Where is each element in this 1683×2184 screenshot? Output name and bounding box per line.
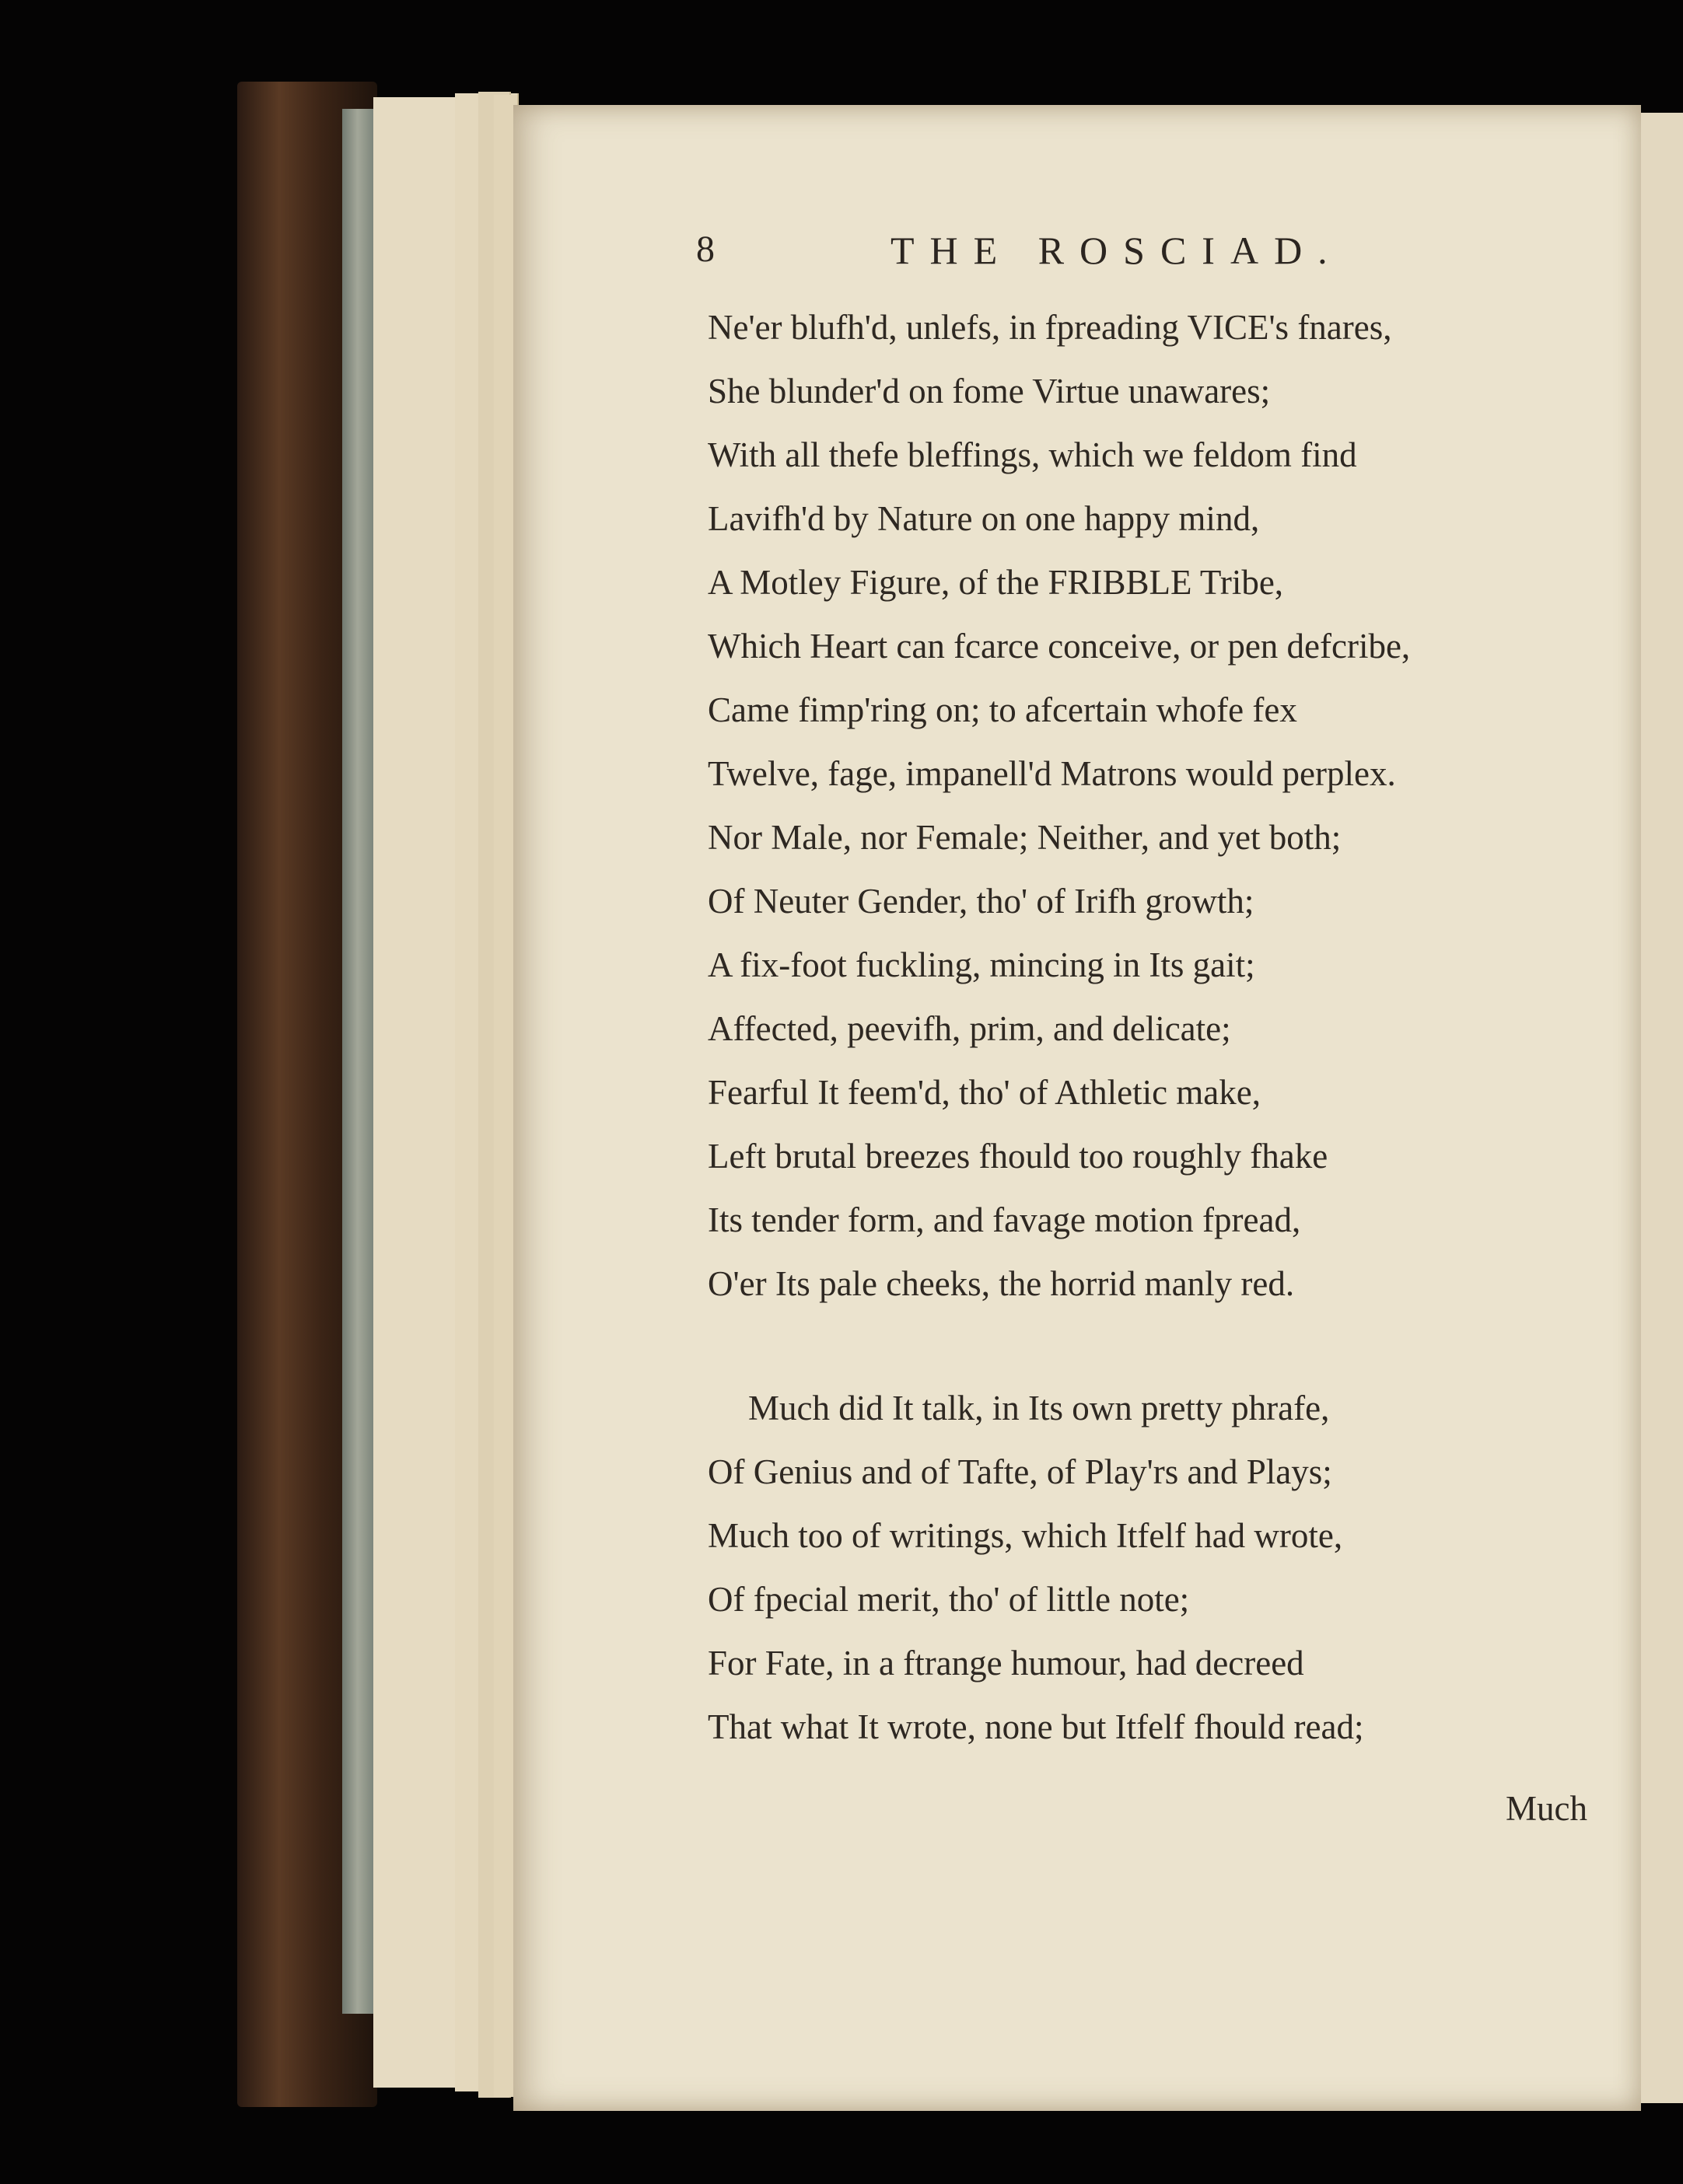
running-title: THE ROSCIAD.	[890, 229, 1343, 272]
poem-line: Left brutal breezes fhould too roughly fhake	[708, 1137, 1328, 1176]
poem-line: Lavifh'd by Nature on one happy mind,	[708, 499, 1260, 538]
poem-line: Of fpecial merit, tho' of little note;	[708, 1580, 1190, 1619]
catchword: Much	[1506, 1789, 1587, 1828]
poem-line: Much did It talk, in Its own pretty phrafe,	[748, 1389, 1330, 1427]
poem-line: O'er Its pale cheeks, the horrid manly red.	[708, 1264, 1295, 1303]
facing-page-edge	[1637, 113, 1683, 2103]
poem-line: Much too of writings, which Itfelf had wrote,	[708, 1516, 1343, 1555]
poem-line: She blunder'd on fome Virtue unawares;	[708, 372, 1271, 411]
poem-line: A Motley Figure, of the FRIBBLE Tribe,	[708, 563, 1284, 602]
poem-line: Fearful It feem'd, tho' of Athletic make,	[708, 1073, 1261, 1112]
poem-line: Ne'er blufh'd, unlefs, in fpreading VICE's fnares,	[708, 308, 1392, 347]
page-header	[696, 222, 1474, 284]
poem-line: Of Neuter Gender, tho' of Irifh growth;	[708, 882, 1254, 921]
poem-line: Nor Male, nor Female; Neither, and yet both;	[708, 818, 1342, 857]
poem-line: That what It wrote, none but Itfelf fhould read;	[708, 1707, 1364, 1746]
poem-line: A fix-foot fuckling, mincing in Its gait;	[708, 945, 1255, 984]
poem-line: Of Genius and of Tafte, of Play'rs and Plays;	[708, 1452, 1332, 1491]
page-number: 8	[696, 229, 715, 270]
poem-line: Which Heart can fcarce conceive, or pen defcribe,	[708, 627, 1411, 666]
poem-line: Twelve, fage, impanell'd Matrons would perplex.	[708, 754, 1396, 793]
poem-line: With all thefe bleffings, which we feldom find	[708, 435, 1357, 474]
marbled-endpaper	[342, 109, 373, 2014]
poem-line: Affected, peevifh, prim, and delicate;	[708, 1009, 1231, 1048]
page-edge	[373, 97, 468, 2088]
poem-line: Its tender form, and favage motion fpread,	[708, 1200, 1301, 1239]
poem-line: For Fate, in a ftrange humour, had decreed	[708, 1644, 1304, 1683]
poem-line: Came fimp'ring on; to afcertain whofe fex	[708, 690, 1297, 729]
